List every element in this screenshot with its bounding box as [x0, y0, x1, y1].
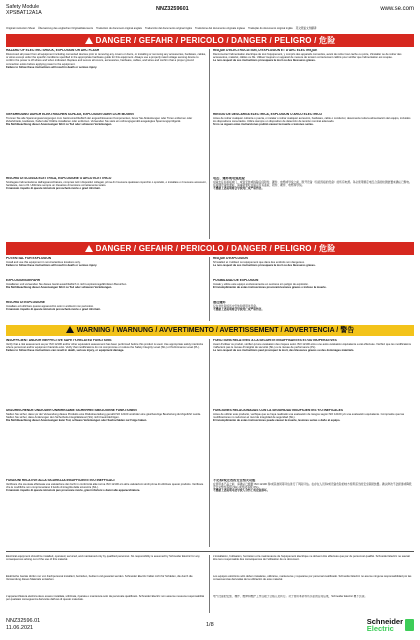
document-code: NNZ3259601 — [156, 6, 189, 12]
language-label: Traduction du document original anglais — [96, 27, 142, 30]
message-consequence: Le non-respect de ces instructions provoquera la mort ou des blessures graves. — [213, 59, 316, 63]
danger-banner — [6, 242, 414, 255]
message-consequence: 不遵循上述说明将会导致死亡或严重伤害。 — [213, 308, 265, 312]
message-text: Avant d'utiliser ce produit, vérifiez qu'une évaluation des risques selon ISO 12100 et/ou une autre évaluation équivalente a été effectuée. Vérifiez que les modifications n'affectent pas le niveau d'intégrité de sécurité (SIL) ou le niveau de performance (PL). — [213, 342, 411, 350]
safety-message-es — [213, 409, 414, 477]
message-title: UNZUREICHENDE UND/ODER UNWIRKSAME SICHERHEITSBEZOGENE FUNKTIONEN — [6, 409, 137, 412]
message-title: RISCHIO DI SCOSSA ELETTRICA, ESPLOSIONE O ARCO ELETTRICO — [6, 177, 112, 180]
message-text: Stellen Sie sicher, dass vor der Verwendung dieses Produkts eine Risikobeurteilung gemäß ISO 12100 und/oder eine gleichwertige Beurteilung durchgeführt wurde. Stellen Sie sicher, dass Änderungen den Sicherheits-Integritätslevel (SIL) nicht beeinträchtigen. — [6, 412, 201, 420]
document-footer — [6, 618, 414, 638]
note-en: Electrical equipment should be installed, operated, serviced, and maintained only by qualified personnel. No responsibility is assumed by Schneider Electric for any consequences arising out of the use of this material. — [6, 555, 200, 562]
message-text: Verificare che sia stata effettuata una valutazione dei rischi in conformità alla norma ISO 12100 e/o altre valutazioni simili prima di utilizzare questo prodotto. Verificare che le modifiche non compromettano il livello di integrità della sicurezza (SIL). — [6, 482, 204, 490]
message-consequence: 不遵循上述说明可能导致人身伤亡或设备损坏。 — [213, 489, 270, 493]
note-fr: L'installation, l'utilisation, l'entretien et la maintenance de l'équipement électrique ne doivent être effectués que par du personnel qualifié. Schneider Electric ne saurait être tenu responsable des conséquences de l'utilisation de ce document. — [213, 555, 410, 562]
language-label: Traducción del documento original inglés — [144, 27, 193, 30]
message-title: EXPLOSIONSGEFAHR — [6, 279, 41, 282]
safety-message-en — [6, 257, 207, 277]
message-text: DANGER / GEFAHR / PERICOLO / DANGER / PELIGRO / 危险 — [95, 244, 336, 253]
message-title: POTENTIAL FOR EXPLOSION — [6, 257, 52, 260]
safety-message-it — [6, 177, 207, 239]
message-title: 不足和/或无效的安全相关功能 — [213, 479, 256, 482]
message-consequence: Il mancato rispetto di queste istruzioni può provocare morte, gravi infortuni o danni alle apparecchiature. — [6, 489, 141, 493]
column-divider — [209, 339, 210, 547]
danger-section-explosion — [6, 257, 414, 321]
safety-message-zh — [213, 301, 414, 321]
brand-wordmark: Schneider Electric — [366, 617, 403, 633]
message-title: 潜在爆炸 — [213, 301, 226, 304]
safety-message-en — [6, 49, 207, 111]
message-title: RISQUE D'EXPLOSION — [213, 257, 248, 260]
language-label: Tradução do documento original inglês — [248, 27, 293, 30]
message-title: RISQUE D'ÉLECTROCUTION, D'EXPLOSION ET D'ARC ÉLECTRIQUE — [213, 49, 318, 52]
safety-message-es — [213, 279, 414, 299]
warning-triangle-icon — [66, 326, 74, 333]
note-it: L'apparecchiatura elettrica deve essere installata, utilizzata, riparata e mantenuta solo da personale qualificato. Schneider Electric non assume nessuna responsabilità per qualsiasi conseguenza derivante dall'uso di questo materiale. — [6, 595, 205, 602]
message-title: FONCTIONS RELATIVES À LA SÉCURITÉ INSUFFISANTES ET/OU INOPÉRATIVES — [213, 339, 337, 342]
schneider-electric-logo — [367, 618, 414, 632]
website-link[interactable]: www.se.com — [380, 6, 414, 12]
message-text: 仅在非危险场所中安装和使用该设备。 — [213, 304, 259, 308]
message-text: Installare ed utilizzare questo apparecchio solo in ambienti non pericolosi. — [6, 304, 94, 308]
safety-message-it — [6, 479, 207, 547]
brand-mark-icon — [405, 619, 414, 631]
message-consequence: Il mancato rispetto di queste istruzioni provocherà morte o gravi infortuni. — [6, 308, 101, 312]
message-text: Installieren und verwenden Sie dieses Gerät ausschließlich in nicht explosionsgefährdeten Bereichen. — [6, 282, 128, 286]
message-text: Install and use this equipment in non-hazardous locations only. — [6, 260, 81, 264]
message-text: Verify that a risk assessment as per ISO 12100 and/or other equivalent assessment has been performed before this product is used. Use appropriate safety interlocks where personnel and/or equipment hazards exist. Verify that modifications do not compromise or reduce the Safety Integrity Level (SIL) or Performance Level (PL). — [6, 342, 204, 350]
message-text: 在使用本产品之前，请确认已根据 ISO 12100 和/或其他同等评估进行了风险评估。在存在人员和/或设备危险的地方使用适当的安全联锁装置。确认修改不会损害或降低安全完整性等级 (SIL) 或性能等级 (PL)。 — [213, 482, 412, 490]
column-divider — [209, 257, 210, 321]
message-consequence: Failure to follow these instructions will result in death or serious injury. — [6, 65, 98, 69]
message-title: RIESGO DE DESCARGA ELÉCTRICA, EXPLOSIÓN O ARCO ELÉCTRICO — [213, 113, 323, 116]
message-consequence: 不遵循上述说明将会导致死亡或严重伤害。 — [213, 187, 265, 191]
message-consequence: Failure to follow these instructions can result in death, serious injury, or equipment damage. — [6, 349, 125, 353]
message-title: RISCHIO DI ESPLOSIONE — [6, 301, 45, 304]
safety-message-en — [6, 339, 207, 407]
product-name: Safety Module — [6, 4, 40, 10]
message-title: FUNZIONI RELATIVE ALLA SICUREZZA INSUFFICIENTI E/O INEFFICACI — [6, 479, 115, 482]
safety-message-zh — [213, 479, 414, 547]
message-text: Scollegare l'alimentazione dall'apparecchiatura, compresi tutti i dispositivi collegati, prima di rimuovere qualsiasi coperchio o sportello, o installare o rimuovere accessori, hardware, cavi o fili. Utilizzare sempre un rilevatore di tensione correttamente tarato. — [6, 180, 207, 188]
message-title: GEFÄHRDUNG DURCH ELEKTRISCHEN SCHLAG, EXPLOSION ODER LICHTBOGEN — [6, 113, 134, 116]
safety-message-de — [6, 113, 207, 175]
safety-message-es — [213, 113, 414, 175]
message-consequence: Si no se siguen estas instrucciones podrán causar la muerte o lesiones serias. — [213, 123, 314, 127]
message-text: Déconnectez l'alimentation électrique de tout l'équipement, y compris des appareils connectés, avant de retirer tout cache ou porte, d'installer ou de retirer des accessoires, matériel, câbles ou fils. Utilisez toujours un appareil de mesure de tension correctement calibré pour vérifier que l'alimentation est coupée. — [213, 52, 402, 60]
warning-triangle-icon — [85, 37, 93, 44]
danger-banner — [6, 34, 414, 47]
message-consequence: Il mancato rispetto di queste istruzioni provocherà morte o gravi infortuni. — [6, 187, 101, 191]
message-consequence: El incumplimiento de estas instrucciones puede causar la muerte, lesiones serias o daño al equipo. — [213, 419, 341, 423]
product-reference: XPSBAT12A1A — [6, 10, 42, 16]
message-title: FUNCIONES RELACIONADAS CON LA SEGURIDAD INSUFICIENTES Y/O INEFICACES — [213, 409, 343, 412]
message-title: POSIBILIDAD DE EXPLOSIÓN — [213, 279, 259, 282]
message-text: Trennen Sie alle Spannungsversorgungen zum Gerät einschließlich der angeschlossenen Komponenten, bevor Sie Abdeckungen oder Türen entfernen oder Zubehörteile, Hardware, Kabel oder Drähte installieren oder entfernen. Verwenden Sie stets ein ordnungsgemäß ausgelegtes Spannungsprüfgerät. — [6, 116, 193, 124]
warning-banner — [6, 325, 414, 336]
language-label: Original instruction Sheet — [6, 27, 35, 30]
note-es: Los equipos eléctricos sólo deben instalarse, utilizarse, mantenerse y repararse por personal cualificado. Schneider Electric no asume ninguna responsabilidad por las consecuencias derivadas de la utilización de este material. — [213, 575, 412, 582]
safety-message-zh — [213, 177, 414, 239]
section-divider — [6, 551, 414, 552]
message-text: DANGER / GEFAHR / PERICOLO / DANGER / PELIGRO / 危险 — [95, 36, 336, 45]
footer-date: 11.06.2021 — [6, 625, 34, 631]
product-title — [6, 4, 42, 16]
message-consequence: Die Nichtbeachtung dieser Anweisungen kann Tod, schwere Verletzungen oder Sachschäden zur Folge haben. — [6, 419, 147, 423]
note-zh: 电气设备的安装、操作、维修和维护工作仅限于合格人员执行。对于使用本资料所引起的任何后果，Schneider Electric 概不负责。 — [213, 595, 368, 598]
language-label: Traduzione del documento originale inglese — [195, 27, 246, 30]
language-label: Übersetzung des englischen Originaldokuments — [37, 27, 94, 30]
safety-message-de — [6, 279, 207, 299]
message-title: HAZARD OF ELECTRIC SHOCK, EXPLOSION OR ARC FLASH — [6, 49, 100, 52]
safety-message-it — [6, 301, 207, 321]
footer-doc-code: NNZ32596.01 — [6, 618, 41, 624]
page-number: 1/8 — [206, 622, 214, 628]
safety-message-de — [6, 409, 207, 477]
language-label: 英文原始文件翻译 — [295, 27, 317, 30]
qualified-personnel-notes — [6, 555, 414, 613]
document-header — [6, 4, 414, 24]
message-consequence: Le non-respect de ces instructions peut provoquer la mort, des blessures graves ou des dommages matériels. — [213, 349, 355, 353]
note-de: Elektrische Geräte dürfen nur von Fachpersonal installiert, betrieben, bedient und gewartet werden. Schneider Electric haftet nicht für Schäden, die durch die Verwendung dieses Materials entstehen. — [6, 575, 193, 582]
message-text: Instale y utilice este equipo exclusivamente en sectores sin peligro de explosión. — [213, 282, 309, 286]
column-divider — [209, 555, 210, 613]
message-consequence: Le non-respect de ces instructions provoquera la mort ou des blessures graves. — [213, 264, 316, 268]
message-text: Antes de utilizar este producto, verifique que se haya realizado una evaluación de riesgos según ISO 12100 y/o una evaluación equivalente. Compruebe que las modificaciones no reduzcan el nivel de integridad de seguridad (SIL). — [213, 412, 405, 420]
warning-triangle-icon — [85, 245, 93, 252]
column-divider — [209, 49, 210, 239]
message-text: Disconnect all power from all equipment including connected devices prior to removing any covers or doors, or installing or removing any accessories, hardware, cables, or wires except under the specific conditions specified in the appropriate hardware guide for this equipment. Always use a properly rated voltage sensing device to confirm the power is off where and when indicated. Replace and secure all covers, accessories, hardware, cables, and wires and confirm that a proper ground connection exists before applying power to the equipment. — [6, 52, 207, 66]
message-consequence: Failure to follow these instructions will result in death or serious injury. — [6, 264, 98, 268]
footer-doc-info — [6, 618, 40, 632]
message-text: Antes de retirar cualquier cubierta o puerta, o instalar o retirar cualquier accesorio, hardware, cable o conductor, desconecte toda la alimentación del equipo, incluidos los dispositivos conectados. Utilice siempre un dispositivo de detección de tensión nominal adecuado. — [213, 116, 411, 124]
safety-message-fr — [213, 339, 414, 407]
message-text: N'installez et n'utilisez cet équipement que dans des endroits non dangereux. — [213, 260, 305, 264]
message-consequence: Die Nichtbeachtung dieser Anweisungen führt zu Tod oder schweren Verletzungen. — [6, 286, 113, 290]
message-title: 电击、爆炸或电弧危险 — [213, 177, 245, 180]
message-text: 在除去任何盖板或门，或者安装或拆除任何附件、硬件、电缆或导线之前，断开设备（包括连接的设备）的所有电源。务必使用额定电压合适的检测装置来确认已断电。在接通设备电源前，请重新装好并固定所有盖板、附件、硬件、电缆和导线。 — [213, 180, 412, 188]
message-consequence: Die Nichtbeachtung dieser Anweisungen führt zu Tod oder schweren Verletzungen. — [6, 123, 113, 127]
warning-section-safety-functions — [6, 339, 414, 547]
language-bar — [6, 25, 414, 32]
message-title: INSUFFICIENT AND/OR INEFFECTIVE SAFETY-RELATED FUNCTIONS — [6, 339, 112, 342]
message-consequence: El incumplimiento de estas instrucciones provocará lesiones graves o incluso la muerte. — [213, 286, 327, 290]
danger-section-electric — [6, 49, 414, 239]
message-text: WARNING / WARNUNG / AVVERTIMENTO / AVERTISSEMENT / ADVERTENCIA / 警告 — [76, 327, 355, 334]
safety-message-fr — [213, 257, 414, 277]
safety-message-fr — [213, 49, 414, 111]
